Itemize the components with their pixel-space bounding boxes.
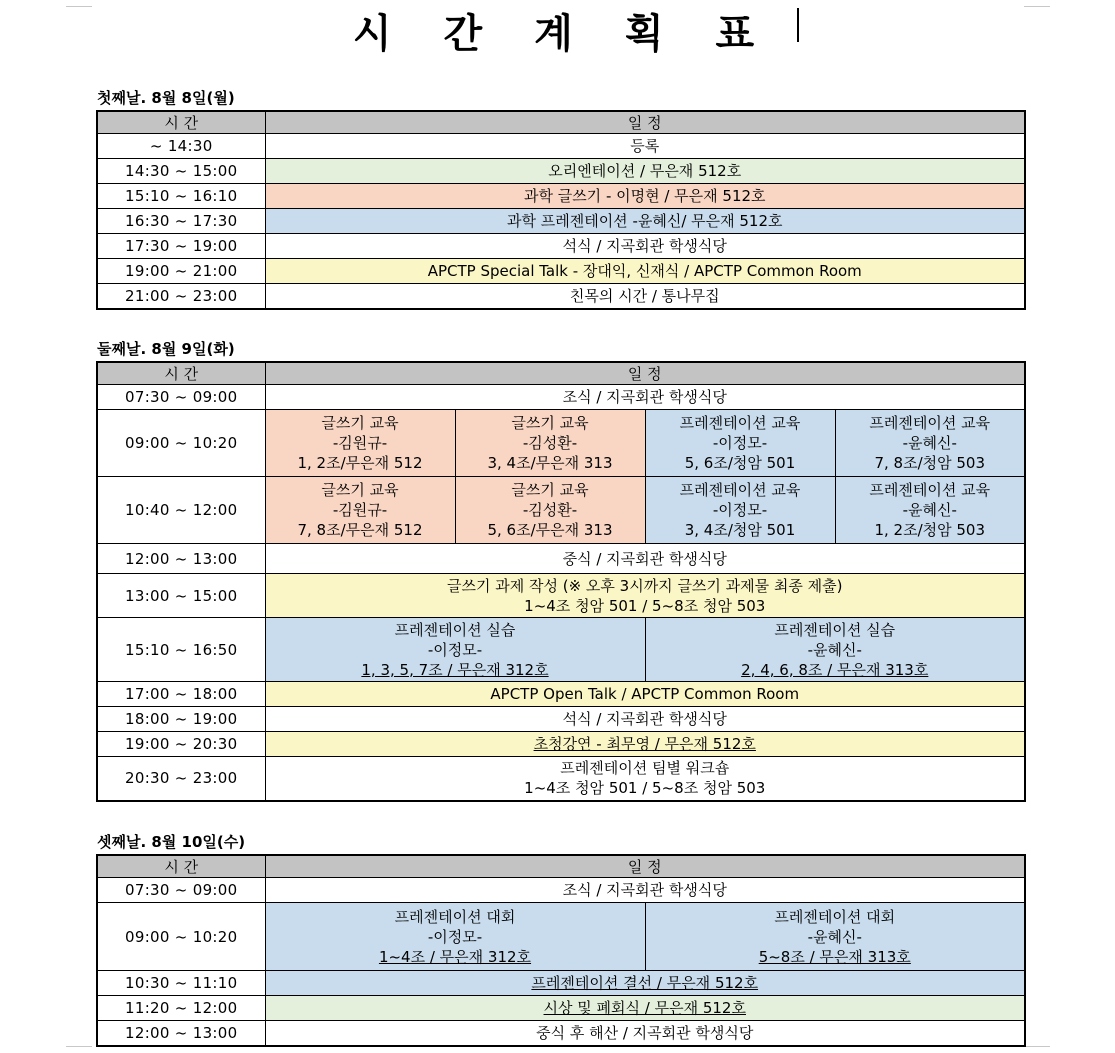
session-cell — [265, 618, 645, 682]
session-instructor: -이정모- — [712, 434, 768, 452]
time-cell: 10:40 ~ 12:00 — [97, 477, 265, 544]
table-row — [97, 682, 1025, 707]
session-title: 글쓰기 교육 — [321, 414, 399, 432]
time-cell: 21:00 ~ 23:00 — [97, 284, 265, 309]
time-cell: 19:00 ~ 21:00 — [97, 259, 265, 284]
time-cell: 13:00 ~ 15:00 — [97, 574, 265, 618]
event-cell: 프레젠테이션 결선 / 무은재 512호 — [265, 971, 1025, 996]
day-3-schedule-table — [96, 854, 1026, 1047]
title-char: 시 — [352, 10, 400, 57]
table-header-row — [97, 111, 1025, 134]
session-title: 프레젠테이션 대회 — [774, 907, 896, 926]
time-cell: 07:30 ~ 09:00 — [97, 878, 265, 903]
session-instructor: -윤혜신- — [902, 434, 957, 452]
session-title: 글쓰기 교육 — [321, 481, 399, 499]
table-row — [97, 544, 1025, 574]
time-cell: 15:10 ~ 16:50 — [97, 618, 265, 682]
session-location: 1~4조 / 무은재 312호 — [378, 947, 532, 966]
session-cell — [265, 477, 455, 544]
event-cell: APCTP Open Talk / APCTP Common Room — [265, 682, 1025, 707]
time-cell: 09:00 ~ 10:20 — [97, 903, 265, 971]
table-row — [97, 410, 1025, 477]
time-cell: 12:00 ~ 13:00 — [97, 1021, 265, 1046]
event-cell: 초청강연 - 최무영 / 무은재 512호 — [265, 732, 1025, 757]
table-row — [97, 259, 1025, 284]
table-row — [97, 996, 1025, 1021]
session-location: 1, 2조/무은재 512 — [297, 454, 423, 472]
table-row — [97, 209, 1025, 234]
session-cell — [265, 410, 455, 477]
time-cell: ~ 14:30 — [97, 134, 265, 159]
time-cell: 07:30 ~ 09:00 — [97, 385, 265, 410]
schedule-column-header: 일 정 — [265, 362, 1025, 385]
event-cell: 오리엔테이션 / 무은재 512호 — [265, 159, 1025, 184]
event-cell: 과학 글쓰기 - 이명현 / 무은재 512호 — [265, 184, 1025, 209]
event-cell: 조식 / 지곡회관 학생식당 — [265, 385, 1025, 410]
event-cell: 석식 / 지곡회관 학생식당 — [265, 234, 1025, 259]
time-cell: 19:00 ~ 20:30 — [97, 732, 265, 757]
day-2-heading: 둘째날. 8월 9일(화) — [97, 340, 235, 358]
session-cell — [645, 903, 1025, 971]
event-cell: 중식 / 지곡회관 학생식당 — [265, 544, 1025, 574]
time-column-header: 시 간 — [97, 111, 265, 134]
session-instructor: -김성환- — [522, 434, 578, 452]
session-instructor: -이정모- — [712, 501, 768, 519]
schedule-column-header: 일 정 — [265, 855, 1025, 878]
session-title: 프레젠테이션 교육 — [679, 414, 801, 432]
time-cell: 14:30 ~ 15:00 — [97, 159, 265, 184]
time-cell: 20:30 ~ 23:00 — [97, 757, 265, 801]
session-cell — [645, 618, 1025, 682]
session-title: 프레젠테이션 실습 — [774, 620, 896, 639]
event-line: 1~4조 청암 501 / 5~8조 청암 503 — [524, 779, 766, 798]
table-row — [97, 732, 1025, 757]
table-row — [97, 134, 1025, 159]
title-char: 계 — [534, 10, 581, 57]
time-cell: 09:00 ~ 10:20 — [97, 410, 265, 477]
time-cell: 16:30 ~ 17:30 — [97, 209, 265, 234]
time-cell: 17:30 ~ 19:00 — [97, 234, 265, 259]
session-location: 3, 4조/무은재 313 — [487, 454, 613, 472]
time-cell: 18:00 ~ 19:00 — [97, 707, 265, 732]
session-cell — [645, 410, 835, 477]
title-char: 획 — [624, 10, 672, 57]
table-row — [97, 574, 1025, 618]
session-instructor: -윤혜신- — [807, 640, 862, 659]
session-instructor: -김원규- — [332, 501, 388, 519]
event-cell: 과학 프레젠테이션 -윤혜신/ 무은재 512호 — [265, 209, 1025, 234]
table-row — [97, 234, 1025, 259]
time-column-header: 시 간 — [97, 362, 265, 385]
event-cell: 친목의 시간 / 통나무집 — [265, 284, 1025, 309]
time-cell: 17:00 ~ 18:00 — [97, 682, 265, 707]
table-row — [97, 971, 1025, 996]
session-instructor: -이정모- — [427, 927, 483, 946]
title-char: 표 — [715, 10, 763, 57]
time-column-header: 시 간 — [97, 855, 265, 878]
event-line: 1~4조 청암 501 / 5~8조 청암 503 — [524, 596, 766, 615]
session-location: 5, 6조/청암 501 — [684, 454, 796, 472]
table-row — [97, 184, 1025, 209]
table-header-row — [97, 362, 1025, 385]
session-title: 프레젠테이션 교육 — [869, 414, 991, 432]
session-location: 1, 2조/청암 503 — [874, 521, 986, 539]
session-location: 3, 4조/청암 501 — [684, 521, 796, 539]
session-title: 글쓰기 교육 — [511, 414, 589, 432]
event-cell: 시상 및 폐회식 / 무은재 512호 — [265, 996, 1025, 1021]
session-title: 프레젠테이션 대회 — [394, 907, 516, 926]
session-title: 프레젠테이션 교육 — [869, 481, 991, 499]
time-cell: 11:20 ~ 12:00 — [97, 996, 265, 1021]
event-line: 글쓰기 과제 작성 (※ 오후 3시까지 글쓰기 과제물 최종 제출) — [446, 576, 843, 595]
session-instructor: -김원규- — [332, 434, 388, 452]
session-location: 2, 4, 6, 8조 / 무은재 313호 — [741, 660, 929, 679]
session-cell — [455, 477, 645, 544]
session-cell — [455, 410, 645, 477]
session-title: 프레젠테이션 실습 — [394, 620, 516, 639]
session-instructor: -김성환- — [522, 501, 578, 519]
table-row — [97, 1021, 1025, 1046]
table-row — [97, 159, 1025, 184]
session-title: 글쓰기 교육 — [511, 481, 589, 499]
table-row — [97, 618, 1025, 682]
day-1-heading: 첫째날. 8월 8일(월) — [97, 89, 235, 107]
event-cell: 석식 / 지곡회관 학생식당 — [265, 707, 1025, 732]
event-cell — [265, 757, 1025, 801]
table-row — [97, 878, 1025, 903]
session-instructor: -윤혜신- — [902, 501, 957, 519]
session-cell — [835, 477, 1025, 544]
event-line: 프레젠테이션 팀별 워크숍 — [560, 759, 730, 778]
schedule-column-header: 일 정 — [265, 111, 1025, 134]
session-cell — [265, 903, 645, 971]
table-row — [97, 757, 1025, 801]
session-location: 5, 6조/무은재 313 — [487, 521, 613, 539]
table-row — [97, 477, 1025, 544]
session-location: 7, 8조/무은재 512 — [297, 521, 423, 539]
session-title: 프레젠테이션 교육 — [679, 481, 801, 499]
text-cursor — [797, 8, 799, 42]
event-cell: 등록 — [265, 134, 1025, 159]
table-row — [97, 903, 1025, 971]
session-cell — [835, 410, 1025, 477]
day-1-schedule-table — [96, 110, 1026, 310]
session-location: 7, 8조/청암 503 — [874, 454, 986, 472]
time-cell: 15:10 ~ 16:10 — [97, 184, 265, 209]
day-2-schedule-table — [96, 361, 1026, 802]
day-3-heading: 셋째날. 8월 10일(수) — [97, 833, 246, 851]
session-cell — [645, 477, 835, 544]
title-char: 간 — [443, 10, 491, 57]
event-cell: APCTP Special Talk - 장대익, 신재식 / APCTP Common Room — [265, 259, 1025, 284]
table-row — [97, 385, 1025, 410]
table-header-row — [97, 855, 1025, 878]
time-cell: 12:00 ~ 13:00 — [97, 544, 265, 574]
event-cell: 중식 후 해산 / 지곡회관 학생식당 — [265, 1021, 1025, 1046]
session-location: 5~8조 / 무은재 313호 — [758, 947, 911, 966]
event-cell — [265, 574, 1025, 618]
table-row — [97, 707, 1025, 732]
document-title — [0, 2, 1115, 59]
event-cell: 조식 / 지곡회관 학생식당 — [265, 878, 1025, 903]
time-cell: 10:30 ~ 11:10 — [97, 971, 265, 996]
session-instructor: -윤혜신- — [807, 927, 862, 946]
session-instructor: -이정모- — [427, 640, 483, 659]
table-row — [97, 284, 1025, 309]
session-location: 1, 3, 5, 7조 / 무은재 312호 — [361, 660, 549, 679]
